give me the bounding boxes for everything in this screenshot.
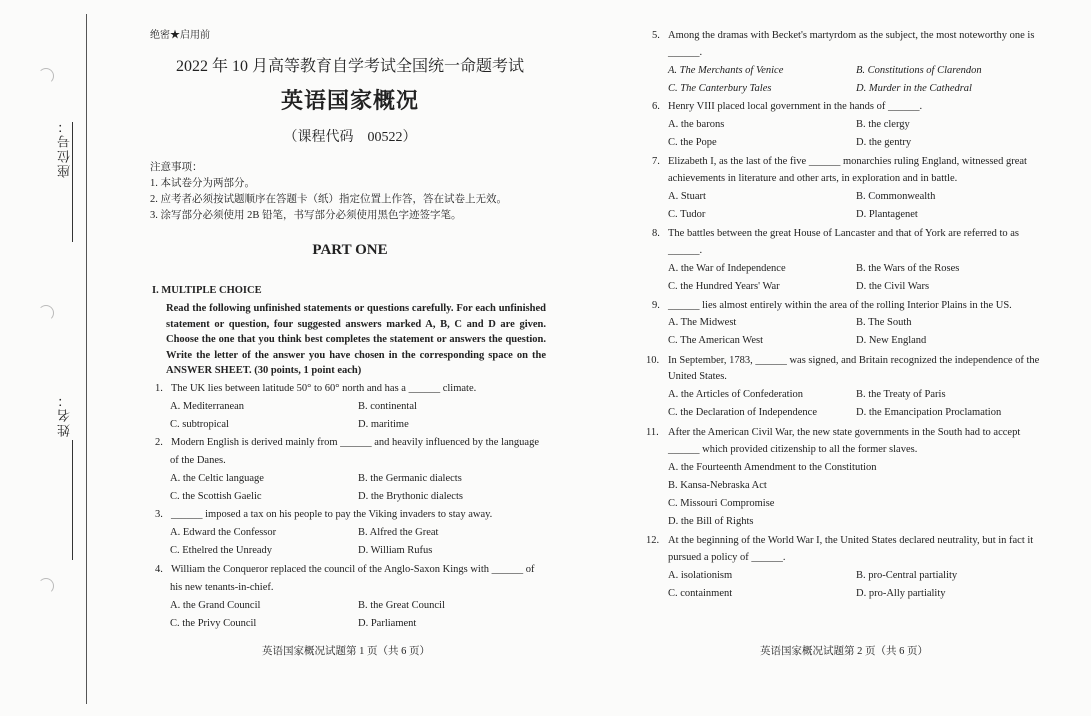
question-number: 12. [646,535,660,546]
option-c: C. containment [668,588,733,599]
question-number: 5. [652,30,660,41]
binding-line [86,14,87,704]
option-b: B. Alfred the Great [358,527,439,538]
question-stem: The battles between the great House of Lancaster and that of York are referred to as [668,228,1020,239]
exam-title: 2022 年 10 月高等教育自学考试全国统一命题考试 [175,58,524,75]
question-number: 11. [646,427,659,438]
question-number: 1. [155,383,163,394]
note-item: 2. 应考者必须按试题顺序在答题卡（纸）指定位置上作答，答在试卷上无效。 [150,194,507,205]
option-d: D. maritime [358,419,409,430]
option-b: B. the Great Council [358,600,445,611]
exam-page-1 [140,0,560,716]
option-a: A. Edward the Confessor [170,527,277,538]
option-b: B. The South [856,317,912,328]
option-c: C. the Privy Council [170,618,257,629]
question-number: 3. [155,509,163,520]
question-number: 7. [652,156,660,167]
exam-page-2 [640,0,1050,716]
punch-hole-mark [38,305,54,321]
question-number: 4. [155,564,163,575]
question-number: 8. [652,228,660,239]
option-b: B. Constitutions of Clarendon [856,65,982,76]
option-d: D. the Bill of Rights [668,516,754,527]
page-footer: 英语国家概况试题第 2 页（共 6 页） [760,646,928,657]
exam-notes [150,160,507,224]
option-d: D. William Rufus [358,545,433,556]
section-heading: I. MULTIPLE CHOICE [152,285,262,296]
option-b: B. the Treaty of Paris [856,389,946,400]
option-d: D. the Emancipation Proclamation [856,407,1002,418]
option-a: A. the Articles of Confederation [668,389,804,400]
option-b: B. the Germanic dialects [358,473,462,484]
question-stem-continued: ______ which provided citizenship to all the former slaves. [668,444,918,455]
option-a: A. the Grand Council [170,600,261,611]
binding-margin [0,0,100,716]
option-b: B. the Wars of the Roses [856,263,960,274]
option-c: C. the Declaration of Independence [668,407,817,418]
option-b: B. continental [358,401,417,412]
option-a: A. isolationism [668,570,733,581]
question-stem-continued: achievements in literature and other arts, in exploration and in battle. [668,173,958,184]
question-stem-continued: pursued a policy of ______. [668,552,786,563]
question-number: 6. [652,101,660,112]
option-d: D. Plantagenet [856,209,918,220]
option-a: A. the Fourteenth Amendment to the Constitution [668,462,877,473]
option-c: C. subtropical [170,419,229,430]
question-stem: Among the dramas with Becket's martyrdom as the subject, the most noteworthy one is [668,30,1035,41]
option-d: D. the gentry [856,137,912,148]
option-d: D. New England [856,335,927,346]
option-b: B. Kansa-Nebraska Act [668,480,767,491]
question-stem: Elizabeth I, as the last of the five ______ monarchies ruling England, witnessed great [668,156,1027,167]
option-c: C. The Canterbury Tales [668,83,772,94]
page-footer: 英语国家概况试题第 1 页（共 6 页） [262,646,430,657]
name-line [72,440,73,560]
subject-title: 英语国家概况 [280,88,419,113]
notes-heading: 注意事项： [150,162,203,173]
option-a: A. The Midwest [668,317,737,328]
option-d: D. pro-Ally partiality [856,588,946,599]
option-a: A. the War of Independence [668,263,786,274]
punch-hole-mark [38,68,54,84]
question-stem: At the beginning of the World War I, the United States declared neutrality, but in fact it [668,535,1034,546]
option-a: A. the Celtic language [170,473,264,484]
option-c: C. Missouri Compromise [668,498,775,509]
option-a: A. The Merchants of Venice [668,65,784,76]
option-d: D. Parliament [358,618,417,629]
option-d: D. the Brythonic dialects [358,491,463,502]
option-a: A. Mediterranean [170,401,245,412]
confidential-mark: 绝密★启用前 [150,30,210,41]
part-heading: PART ONE [312,242,388,258]
option-c: C. the Hundred Years' War [668,281,780,292]
question-number: 9. [652,300,660,311]
course-code: （课程代码 00522） [283,130,417,145]
question-stem: ______ lies almost entirely within the area of the rolling Interior Plains in the US. [668,300,1012,311]
question-stem-continued: United States. [668,371,727,382]
section-instructions: Read the following unfinished statements or questions carefully. For each unfinished statement or question, four suggested answers marked A, B, C and D are given. Choose the one that you think best completes the statement or answers the question. Write the letter of the answer you have chosen in the corresponding space on the ANSWER SHEET. (30 points, 1 point each) [166,303,546,376]
option-b: B. the clergy [856,119,910,130]
option-c: C. the Pope [668,137,717,148]
question-stem-continued: of the Danes. [170,455,226,466]
option-d: D. Murder in the Cathedral [856,83,972,94]
option-a: A. Stuart [668,191,706,202]
question-stem: Modern English is derived mainly from ______ and heavily influenced by the language [171,437,539,448]
option-c: C. Ethelred the Unready [170,545,273,556]
question-number: 10. [646,355,660,366]
question-stem: William the Conqueror replaced the council of the Anglo-Saxon Kings with ______ of [171,564,535,575]
option-c: C. The American West [668,335,763,346]
question-stem: ______ imposed a tax on his people to pay the Viking invaders to stay away. [171,509,493,520]
option-b: B. pro-Central partiality [856,570,958,581]
note-item: 3. 涂写部分必须使用 2B 铅笔，书写部分必须使用黑色字迹签字笔。 [150,210,462,221]
option-d: D. the Civil Wars [856,281,930,292]
option-b: B. Commonwealth [856,191,936,202]
question-stem: Henry VIII placed local government in the hands of ______. [668,101,923,112]
punch-hole-mark [38,578,54,594]
option-c: C. Tudor [668,209,706,220]
name-label: 姓名： [57,392,72,437]
question-stem-continued: ______. [668,245,703,256]
question-stem-continued: ______. [668,47,703,58]
option-a: A. the barons [668,119,725,130]
question-stem: The UK lies between latitude 50° to 60° north and has a ______ climate. [171,383,477,394]
note-item: 1. 本试卷分为两部分。 [150,178,255,189]
question-stem: After the American Civil War, the new state governments in the South had to accept [668,427,1021,438]
question-stem: In September, 1783, ______ was signed, and Britain recognized the independence of the [668,355,1040,366]
question-stem-continued: his new tenants-in-chief. [170,582,274,593]
option-c: C. the Scottish Gaelic [170,491,262,502]
seat-number-line [72,122,73,242]
seat-number-label: 座位号： [57,118,72,178]
question-number: 2. [155,437,163,448]
